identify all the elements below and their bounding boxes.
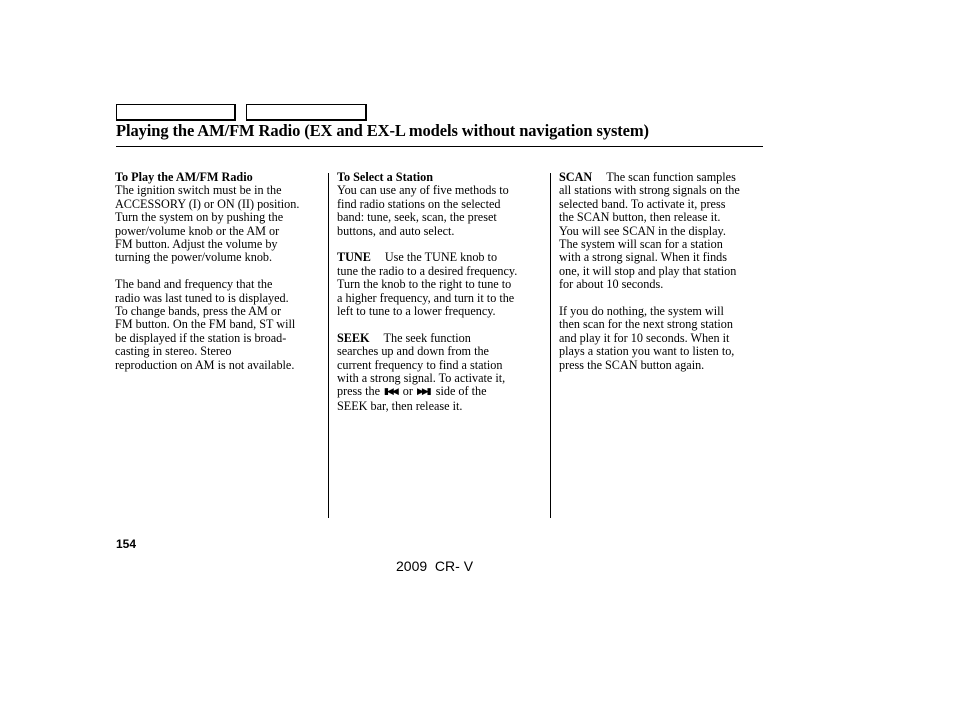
text-line: searches up and down from the (337, 344, 489, 359)
text-line: SEEK bar, then release it. (337, 398, 463, 413)
page-number: 154 (116, 537, 137, 551)
column-scan (559, 171, 766, 385)
text-line: tune the radio to a desired frequency. (337, 263, 518, 278)
text-fragment: The scan function samples (606, 170, 736, 184)
text-line: plays a station you want to listen to, (559, 344, 735, 359)
text-line: Turn the system on by pushing the (115, 210, 284, 225)
text-line: press the SCAN button again. (559, 357, 705, 372)
nav-tab-1[interactable] (116, 104, 236, 121)
text-line: radio was last tuned to is displayed. (115, 290, 289, 305)
text-line: find radio stations on the selected (337, 196, 501, 211)
text-line (337, 251, 546, 264)
tune-paragraph (337, 251, 546, 318)
title-divider (116, 146, 763, 147)
text-line: You can use any of five methods to (337, 183, 509, 198)
column-select-station (337, 171, 546, 427)
column-divider (328, 173, 329, 518)
text-fragment: press the (337, 384, 380, 399)
text-fragment: The seek function (383, 330, 471, 345)
text-line: band: tune, seek, scan, the preset (337, 210, 497, 225)
text-line: buttons, and auto select. (337, 223, 455, 238)
text-line: FM button. Adjust the volume by (115, 237, 278, 252)
seek-forward-icon: ▶▶▮ (416, 387, 430, 398)
seek-paragraph (337, 332, 546, 413)
text-line: Turn the knob to the right to tune to (337, 277, 512, 292)
text-line: one, it will stop and play that station (559, 263, 737, 278)
text-line: then scan for the next strong station (559, 317, 733, 332)
seek-back-icon: ▮◀◀ (383, 387, 397, 398)
text-line: be displayed if the station is broad- (115, 330, 287, 345)
column-am-fm-radio (115, 171, 322, 385)
text-line: The ignition switch must be in the (115, 183, 282, 198)
text-line: the SCAN button, then release it. (559, 210, 721, 225)
text-line: You will see SCAN in the display. (559, 223, 726, 238)
text-line: with a strong signal. To activate it, (337, 371, 506, 386)
text-line: current frequency to find a station (337, 357, 503, 372)
text-line: FM button. On the FM band, ST will (115, 317, 296, 332)
seek-label: SEEK (337, 330, 370, 345)
scan-label: SCAN (559, 170, 593, 184)
text-line: a higher frequency, and turn it to the (337, 290, 515, 305)
text-line (559, 171, 766, 184)
text-fragment: side of the (435, 384, 487, 399)
paragraph (115, 278, 322, 372)
text-line: and play it for 10 seconds. When it (559, 330, 730, 345)
text-line: The band and frequency that the (115, 277, 273, 292)
text-line: left to tune to a lower frequency. (337, 304, 496, 319)
text-line (337, 385, 546, 399)
text-line: with a strong signal. When it finds (559, 250, 728, 265)
text-line: selected band. To activate it, press (559, 196, 726, 211)
text-fragment: or (402, 384, 413, 399)
text-line: casting in stereo. Stereo (115, 344, 232, 359)
text-line: all stations with strong signals on the (559, 183, 740, 198)
page-title: Playing the AM/FM Radio (EX and EX-L models without navigation system) (116, 121, 649, 140)
text-line (337, 332, 546, 345)
section-heading: To Play the AM/FM Radio (115, 170, 253, 184)
scan-paragraph (559, 171, 766, 292)
text-line: To change bands, press the AM or (115, 304, 282, 319)
text-line: for about 10 seconds. (559, 277, 664, 292)
text-line: The system will scan for a station (559, 237, 723, 252)
text-line: power/volume knob or the AM or (115, 223, 280, 238)
paragraph (559, 305, 766, 372)
nav-tab-2[interactable] (246, 104, 367, 121)
tune-label: TUNE (337, 250, 371, 265)
paragraph (115, 184, 322, 264)
text-fragment: Use the TUNE knob to (384, 250, 498, 265)
section-heading: To Select a Station (337, 170, 434, 184)
text-line: reproduction on AM is not available. (115, 357, 295, 372)
column-divider (550, 173, 551, 518)
paragraph (337, 184, 546, 238)
text-line: turning the power/volume knob. (115, 250, 273, 265)
text-line: ACCESSORY (I) or ON (II) position. (115, 196, 300, 211)
footer-model-label: 2009 CR- V (396, 558, 474, 574)
text-line: If you do nothing, the system will (559, 304, 724, 319)
